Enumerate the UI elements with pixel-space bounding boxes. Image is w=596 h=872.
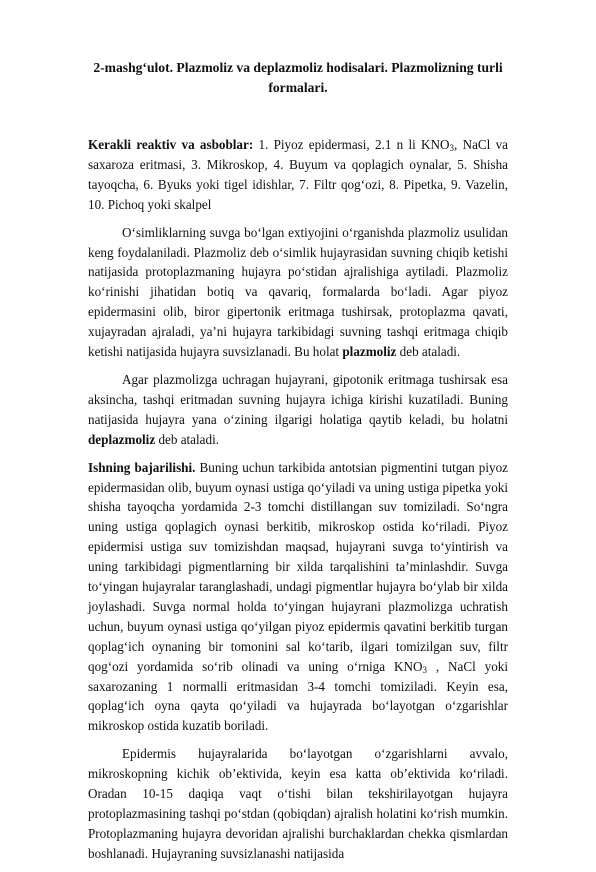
procedure-paragraph [88, 458, 508, 737]
kno3-subscript-2: 3 [422, 664, 427, 675]
deplasmolysis-paragraph [88, 370, 508, 450]
materials-heading: Kerakli reaktiv va asboblar: [88, 137, 254, 152]
title-line-1: 2-mashg‘ulot. Plazmoliz va deplazmoliz hodisalari. Plazmolizning turli [93, 60, 503, 75]
deplasmolysis-text-b: deb ataladi. [155, 431, 220, 447]
title-spacer [88, 97, 508, 135]
page-title [88, 58, 508, 97]
procedure-text-b: , NaCl yoki saxarozaning 1 normalli eritmasidan 3-4 tomchi tomiziladi. Keyin esa, qoplag‘ich oyna qayta qo‘yiladi va hujayrada bo‘layotgan o‘zgarishlar mikroskop ostida kuzatib boriladi. [88, 658, 508, 734]
deplasmolysis-term: deplazmoliz [88, 431, 156, 447]
document-page [88, 58, 508, 872]
plasmolysis-term: plazmoliz [342, 344, 397, 360]
observation-text: Epidermis hujayralarida bo‘layotgan o‘zgarishlarni avvalo, mikroskopning kichik ob’ektivida, keyin esa katta ob’ektivida ko‘riladi. Oradan 10-15 daqiqa vaqt o‘tishi bilan tekshirilayotgan hujayra protoplazmasining tashqi po‘stdan (qobiqdan) ajralish holatini ko‘rish mumkin. Protoplazmaning hujayra devoridan ajralishi burchaklardan chekka qismlardan boshlanadi. Hujayraning suvsizlanashi natijasida [88, 746, 508, 861]
materials-text-a: 1. Piyoz epidermasi, 2.1 n li KNO [253, 137, 450, 152]
plasmolysis-text-b: deb ataladi. [396, 344, 461, 360]
materials-text-b: , NaCl va saxaroza eritmasi, 3. Mikroskop, 4. Buyum va qoplagich oynalar, 5. Shisha tayoqcha, 6. Byuks yoki tigel idishlar, 7. Filtr qog‘ozi, 8. Pipetka, 9. Vazelin, 10. Pichoq yoki skalpel [88, 137, 508, 212]
title-line-2: formalari. [268, 79, 328, 95]
deplasmolysis-text-a: Agar plazmolizga uchragan hujayrani, gipotonik eritmaga tushirsak esa aksincha, tashqi eritmadan suvning hujayra ichiga kirishi kuzatiladi. Buning natijasida hujayra yana o‘zining ilgarigi holatiga qaytib keladi, bu holatni [88, 371, 508, 427]
materials-paragraph [88, 135, 508, 215]
observation-paragraph [88, 744, 508, 863]
plasmolysis-text-a: O‘simliklarning suvga bo‘lgan extiyojini o‘rganishda plazmoliz usulidan keng foydalaniladi. Plazmoliz deb o‘simlik hujayrasidan suvning chiqib ketishi natijasida protoplazmaning hujayra po‘stidan ajralishiga aytiladi. Plazmoliz ko‘rinishi jihatidan botiq va qavariq, formalarda bo‘ladi. Agar piyoz epidermasini olib, biror gipertonik eritmaga tushirsak, protoplazma qavati, xujayradan ajraladi, ya’ni hujayra tarkibidagi suvning tashqi eritmaga chiqib ketishi natijasida hujayra suvsizlanadi. Bu holat [88, 224, 508, 360]
plasmolysis-paragraph [88, 223, 508, 362]
procedure-heading: Ishning bajarilishi. [88, 459, 196, 475]
kno3-subscript: 3 [449, 143, 455, 153]
procedure-text-a: Buning uchun tarkibida antotsian pigmentini tutgan piyoz epidermasidan olib, buyum oynasi ustiga qo‘yiladi va uning ustiga pipetka yoki shisha tayoqcha yordamida 2-3 tomchi distillangan suv tomiziladi. So‘ngra uning ustiga qoplagich oynasi berkitib, mikroskop ostida ko‘riladi. Piyoz epidermisi ustiga suv tomizishdan maqsad, hujayrani suvga to‘yintirish va uning tarkibidagi pigmentlarning bir xilda tarqalishini ta’minlashdir. Suvga to‘yingan hujayralar taranglashadi, undagi pigmentlar hujayra bo‘ylab bir xilda joylashadi. Suvga normal holda to‘yingan hujayrani plazmolizga uchratish uchun, buyum oynasi ustiga qo‘yilgan piyoz epidermis qavatini berkitib turgan qoplag‘ich oynaning bir tomonini sal ko‘tarib, ilgari tomizilgan suv, filtr qog‘ozi yordamida so‘rib olinadi va uning o‘rniga KNO [88, 459, 508, 674]
